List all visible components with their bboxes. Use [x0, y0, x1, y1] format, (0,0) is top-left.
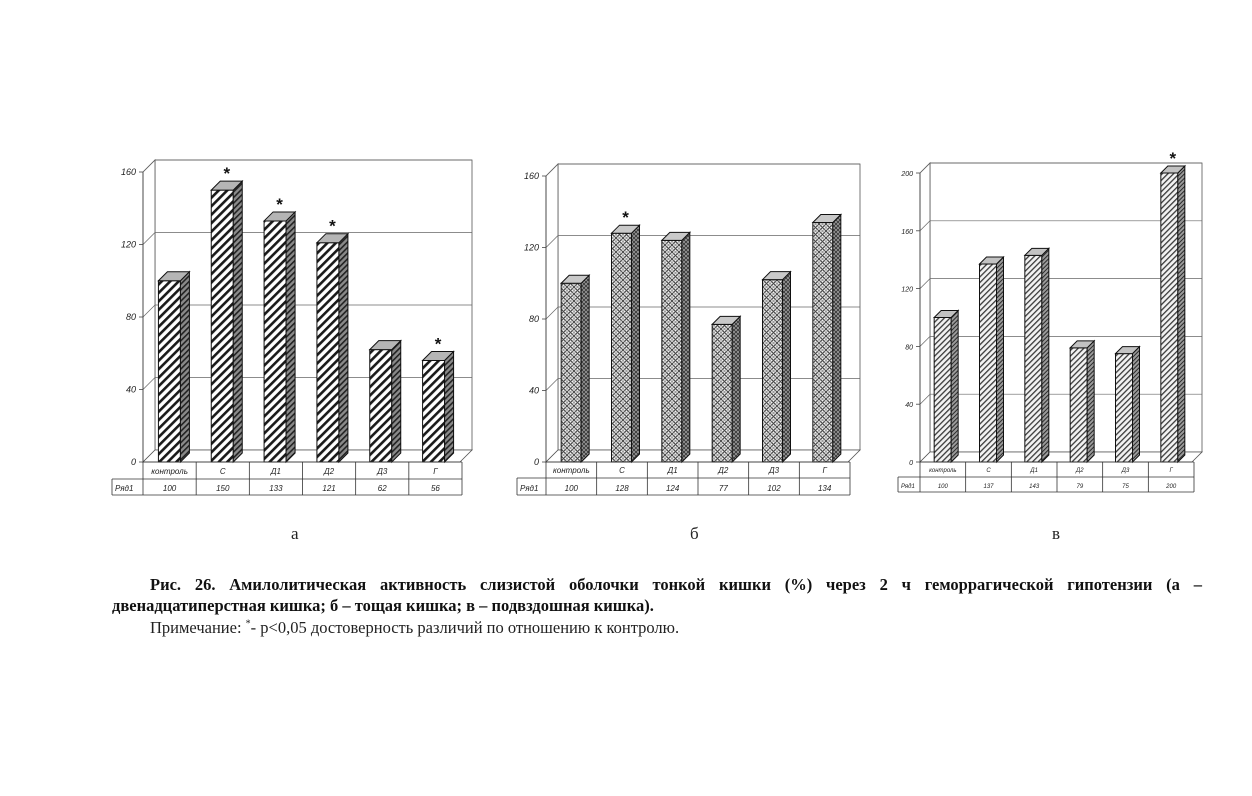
significance-asterisk: * [276, 194, 283, 214]
note-mark: * [245, 618, 251, 630]
category-label: контроль [929, 468, 957, 474]
y-tick-label: 80 [125, 312, 136, 322]
panel-label-b: б [690, 524, 699, 543]
bar-side [1178, 166, 1185, 462]
series-label: Ряд1 [115, 484, 134, 493]
y-tick-label: 80 [905, 344, 913, 352]
value-label: 124 [665, 484, 680, 493]
category-label: Д3 [1121, 468, 1130, 474]
note-prefix: Примечание: [150, 618, 246, 637]
y-tick-label: 120 [523, 242, 539, 253]
y-tick-label: 80 [528, 314, 539, 324]
category-label: Д1 [270, 467, 281, 476]
bar-side [339, 234, 348, 462]
figure-caption [112, 574, 1202, 616]
y-tick-label: 0 [533, 457, 539, 467]
value-label: 133 [269, 484, 283, 493]
value-label: 150 [216, 484, 230, 493]
y-tick-label: 120 [901, 286, 913, 294]
bar-side [445, 352, 454, 463]
bar [1070, 348, 1087, 462]
category-label: контроль [151, 467, 188, 476]
value-label: 79 [1076, 484, 1084, 490]
category-label: С [219, 467, 226, 476]
y-tick-label: 160 [523, 171, 539, 181]
category-label: Д3 [768, 466, 780, 475]
panel-label-a: а [291, 524, 299, 543]
bar [1025, 255, 1042, 462]
value-label: 77 [718, 484, 728, 493]
value-label: 121 [322, 484, 336, 493]
y-tick-label: 0 [909, 460, 913, 467]
side-wall [920, 163, 930, 462]
bar-side [1042, 248, 1049, 462]
bar-side [233, 181, 242, 462]
y-tick-label: 40 [528, 385, 539, 396]
chart-b [517, 164, 860, 495]
category-label: Г [822, 466, 827, 475]
value-label: 75 [1122, 484, 1129, 490]
value-label: 56 [430, 484, 440, 493]
figure-caption-text: Рис. 26. Амилолитическая активность слизистой оболочки тонкой кишки (%) через 2 ч геморрагической гипотензии (а – двенадцатиперстная кишка; б – тощая кишка; в – подвздошная кишка). [112, 575, 1202, 615]
value-label: 100 [937, 484, 948, 490]
category-label: Д2 [324, 467, 335, 476]
y-tick-label: 0 [130, 457, 136, 467]
y-tick-label: 160 [120, 167, 136, 177]
bar [763, 280, 783, 462]
value-label: 128 [615, 484, 629, 493]
significance-asterisk: * [223, 164, 231, 184]
bar [1161, 173, 1178, 462]
value-label: 100 [162, 484, 177, 493]
value-label: 102 [767, 484, 781, 493]
bar [712, 324, 732, 462]
bar-side [286, 212, 295, 462]
bar [423, 361, 445, 463]
figure-note [150, 618, 679, 638]
significance-asterisk: * [1169, 149, 1177, 168]
bar-side [951, 311, 958, 463]
category-label: Д3 [377, 467, 388, 476]
bar-side [833, 214, 841, 462]
category-label: Д2 [1076, 468, 1084, 474]
bar-side [392, 341, 401, 462]
bar [561, 283, 581, 462]
bar-side [632, 225, 640, 462]
y-tick-label: 200 [901, 171, 913, 178]
value-label: 143 [1029, 484, 1040, 490]
value-label: 62 [377, 484, 387, 493]
category-label: С [986, 468, 991, 474]
y-tick-label: 40 [905, 402, 913, 410]
bar [980, 264, 997, 462]
series-label: Ряд1 [901, 484, 915, 490]
bar-side [997, 257, 1004, 462]
category-label: Д1 [667, 466, 678, 475]
bar [370, 350, 392, 462]
chart-c [898, 149, 1202, 492]
value-label: 100 [564, 484, 579, 493]
bar-side [682, 232, 690, 462]
bar-side [783, 272, 791, 462]
y-tick-label: 160 [901, 228, 913, 236]
y-tick-label: 120 [120, 239, 136, 250]
bar [934, 318, 951, 463]
bar [264, 221, 286, 462]
bar [158, 281, 180, 462]
bar-side [581, 275, 589, 462]
category-label: Г [1169, 468, 1173, 474]
bar [317, 243, 339, 462]
bar [1116, 354, 1133, 462]
bar-side [1133, 347, 1140, 462]
value-label: 200 [1166, 484, 1177, 490]
y-tick-label: 40 [125, 384, 136, 395]
bar [612, 233, 632, 462]
category-label: Д2 [718, 466, 729, 475]
bar-side [1087, 341, 1094, 462]
bar [211, 190, 233, 462]
category-label: С [619, 466, 625, 475]
significance-asterisk: * [434, 334, 442, 354]
value-label: 137 [983, 484, 994, 490]
significance-asterisk: * [622, 208, 629, 228]
bar-side [180, 272, 189, 462]
bar [813, 222, 833, 462]
category-label: контроль [553, 466, 590, 475]
value-label: 134 [817, 484, 832, 493]
floor [920, 452, 1202, 462]
chart-a [112, 160, 472, 495]
bar-side [732, 316, 740, 462]
bar [662, 240, 682, 462]
significance-asterisk: * [329, 216, 336, 236]
panel-label-c: в [1052, 524, 1061, 543]
category-label: Д1 [1030, 468, 1038, 474]
category-label: Г [433, 467, 438, 476]
note-text: - р<0,05 достоверность различий по отношению к контролю. [250, 618, 680, 637]
series-label: Ряд1 [520, 484, 539, 493]
